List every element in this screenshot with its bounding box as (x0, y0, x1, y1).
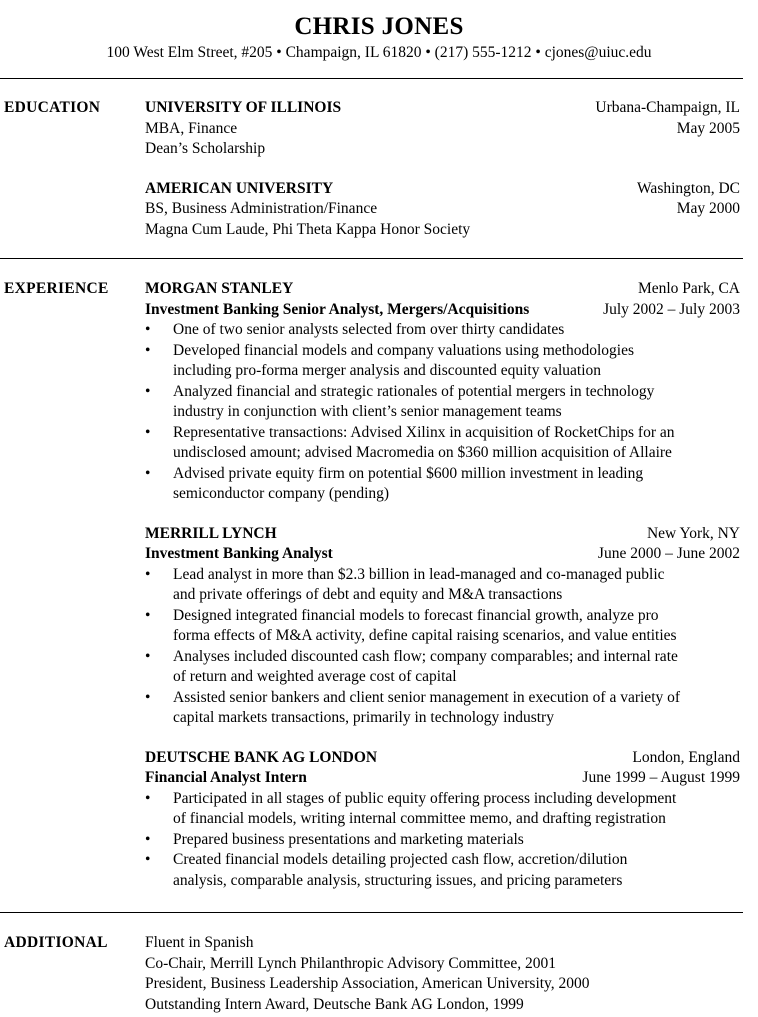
graduation-date: May 2005 (676, 119, 740, 137)
bullet-icon: • (145, 830, 151, 848)
additional-item: Outstanding Intern Award, Deutsche Bank AG London, 1999 (145, 995, 524, 1013)
bullet-item: • Representative transactions: Advised Xilinx in acquisition of RocketChips for an undisclosed amount; advised Macromedia on $360 million acquisition of Allaire (145, 423, 675, 461)
job-dates: June 1999 – August 1999 (582, 769, 740, 786)
job-location: Menlo Park, CA (637, 280, 740, 297)
school-name: AMERICAN UNIVERSITY (145, 179, 334, 197)
bullet-icon: • (145, 789, 151, 807)
job-title: Financial Analyst Intern (145, 769, 307, 786)
job-title: Investment Banking Senior Analyst, Mergers/Acquisitions (145, 300, 530, 318)
bullet-item: • One of two senior analysts selected from over thirty candidates (145, 320, 740, 341)
bullet-icon: • (145, 423, 151, 441)
job-dates: July 2002 – July 2003 (603, 300, 740, 318)
education-body (145, 98, 740, 240)
company-name: MERRILL LYNCH (145, 524, 277, 542)
degree: MBA, Finance (145, 119, 238, 137)
header-divider (0, 78, 743, 79)
job-bullets (145, 320, 740, 505)
bullet-item: • Lead analyst in more than $2.3 billion in lead-managed and co-managed public and private offerings of debt and equity and M&A transactions (145, 565, 665, 603)
additional-item: President, Business Leadership Association, American University, 2000 (145, 975, 590, 992)
job-location: London, England (632, 748, 740, 766)
company-name: DEUTSCHE BANK AG LONDON (145, 748, 378, 766)
bullet-item: • Assisted senior bankers and client senior management in execution of a variety of capital markets transactions, primarily in technology industry (145, 688, 681, 726)
experience-heading: EXPERIENCE (4, 280, 109, 297)
company-name: MORGAN STANLEY (145, 280, 294, 297)
bullet-item: • Participated in all stages of public equity offering process including development of financial models, writing internal committee memo, and drafting registration (145, 789, 677, 827)
education-entry (145, 179, 740, 241)
bullet-item: • Advised private equity firm on potential $600 million investment in leading semiconductor company (pending) (145, 464, 644, 502)
school-location: Urbana-Champaign, IL (595, 99, 740, 116)
bullet-icon: • (145, 565, 151, 583)
bullet-icon: • (145, 688, 151, 706)
education-entry (145, 98, 740, 160)
job-entry (145, 748, 740, 892)
school-name: UNIVERSITY OF ILLINOIS (145, 99, 342, 116)
bullet-icon: • (145, 382, 151, 400)
honors: Magna Cum Laude, Phi Theta Kappa Honor Society (145, 220, 471, 238)
bullet-icon: • (145, 606, 151, 624)
bullet-icon: • (145, 341, 151, 359)
bullet-item: • Developed financial models and company valuations using methodologies including pro-forma merger analysis and discounted equity valuation (145, 341, 635, 379)
education-heading: EDUCATION (4, 99, 101, 116)
experience-divider (0, 912, 743, 913)
bullet-icon: • (145, 321, 151, 338)
bullet-icon: • (145, 851, 151, 868)
additional-heading: ADDITIONAL (4, 934, 108, 951)
job-title: Investment Banking Analyst (145, 545, 333, 562)
bullet-item: • Prepared business presentations and marketing materials (145, 830, 740, 851)
job-bullets (145, 565, 740, 729)
job-bullets (145, 789, 740, 892)
education-divider (0, 258, 743, 259)
job-location: New York, NY (646, 524, 740, 542)
candidate-name: CHRIS JONES (294, 13, 464, 40)
graduation-date: May 2000 (676, 200, 740, 217)
honors: Dean’s Scholarship (145, 140, 266, 157)
bullet-item: • Designed integrated financial models to forecast financial growth, analyze pro forma effects of M&A activity, define capital raising scenarios, and value entities (145, 606, 677, 644)
job-dates: June 2000 – June 2002 (597, 545, 740, 562)
job-entry (145, 524, 740, 729)
school-location: Washington, DC (637, 179, 740, 197)
bullet-item: • Analyzed financial and strategic rationales of potential mergers in technology industry in conjunction with client’s senior management teams (145, 382, 655, 420)
bullet-icon: • (145, 647, 151, 665)
bullet-item: • Created financial models detailing projected cash flow, accretion/dilution analysis, comparable analysis, structuring issues, and pricing parameters (145, 851, 628, 889)
additional-item: Fluent in Spanish (145, 934, 254, 951)
resume-header (0, 12, 758, 63)
bullet-item: • Analyses included discounted cash flow; company comparables; and internal rate of return and weighted average cost of capital (145, 647, 678, 685)
additional-body (145, 933, 740, 1015)
additional-item: Co-Chair, Merrill Lynch Philanthropic Advisory Committee, 2001 (145, 954, 556, 972)
job-entry (145, 279, 740, 505)
bullet-icon: • (145, 464, 151, 482)
degree: BS, Business Administration/Finance (145, 200, 378, 217)
experience-body (145, 279, 740, 891)
contact-line: 100 West Elm Street, #205 • Champaign, IL 61820 • (217) 555-1212 • cjones@uiuc.edu (106, 44, 652, 61)
